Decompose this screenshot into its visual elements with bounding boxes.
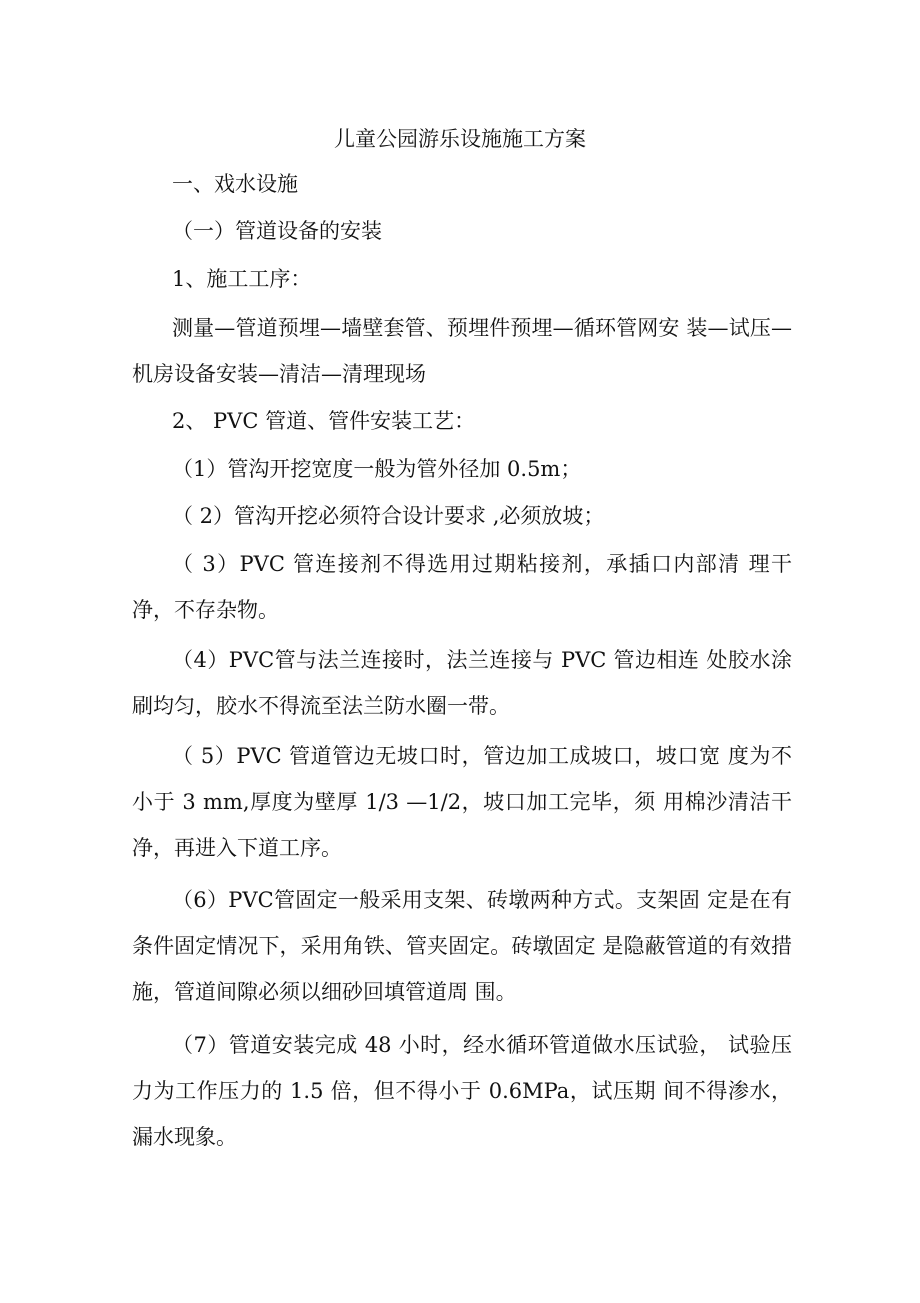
step-3: （ 3）PVC 管连接剂不得选用过期粘接剂，承插口内部清 理干净，不存杂物。 bbox=[132, 552, 792, 622]
section-heading: 一、戏水设施 bbox=[172, 172, 298, 196]
item-1-body: 测量—管道预埋—墙壁套管、预埋件预埋—循环管网安 装—试压—机房设备安装—清洁—清理现场 bbox=[132, 316, 792, 386]
item-1-heading: 1、施工工序： bbox=[172, 267, 312, 291]
step-7: （7）管道安装完成 48 小时，经水循环管道做水压试验， 试验压力为工作压力的 1.5 倍，但不得小于 0.6MPa，试压期 间不得渗水，漏水现象。 bbox=[132, 1033, 792, 1149]
item-2-heading: 2、 PVC 管道、管件安装工艺： bbox=[172, 409, 476, 433]
subsection-heading: （一）管道设备的安装 bbox=[172, 219, 382, 243]
document-title: 儿童公园游乐设施施工方案 bbox=[334, 127, 586, 151]
step-6: （6）PVC管固定一般采用支架、砖墩两种方式。支架固 定是在有条件固定情况下，采用角铁、管夹固定。砖墩固定 是隐蔽管道的有效措施，管道间隙必须以细砂回填管道周 围。 bbox=[132, 888, 792, 1004]
step-1: （1）管沟开挖宽度一般为管外径加 0.5m； bbox=[172, 457, 582, 481]
step-2: （ 2）管沟开挖必须符合设计要求 ,必须放坡； bbox=[172, 504, 605, 528]
step-5: （ 5）PVC 管道管边无坡口时，管边加工成坡口，坡口宽 度为不小于 3 mm,厚度为壁厚 1/3 —1/2，坡口加工完毕，须 用棉沙清洁干净，再进入下道工序。 bbox=[132, 744, 792, 860]
step-4: （4）PVC管与法兰连接时，法兰连接与 PVC 管边相连 处胶水涂刷均匀，胶水不得流至法兰防水圈一带。 bbox=[132, 648, 792, 718]
